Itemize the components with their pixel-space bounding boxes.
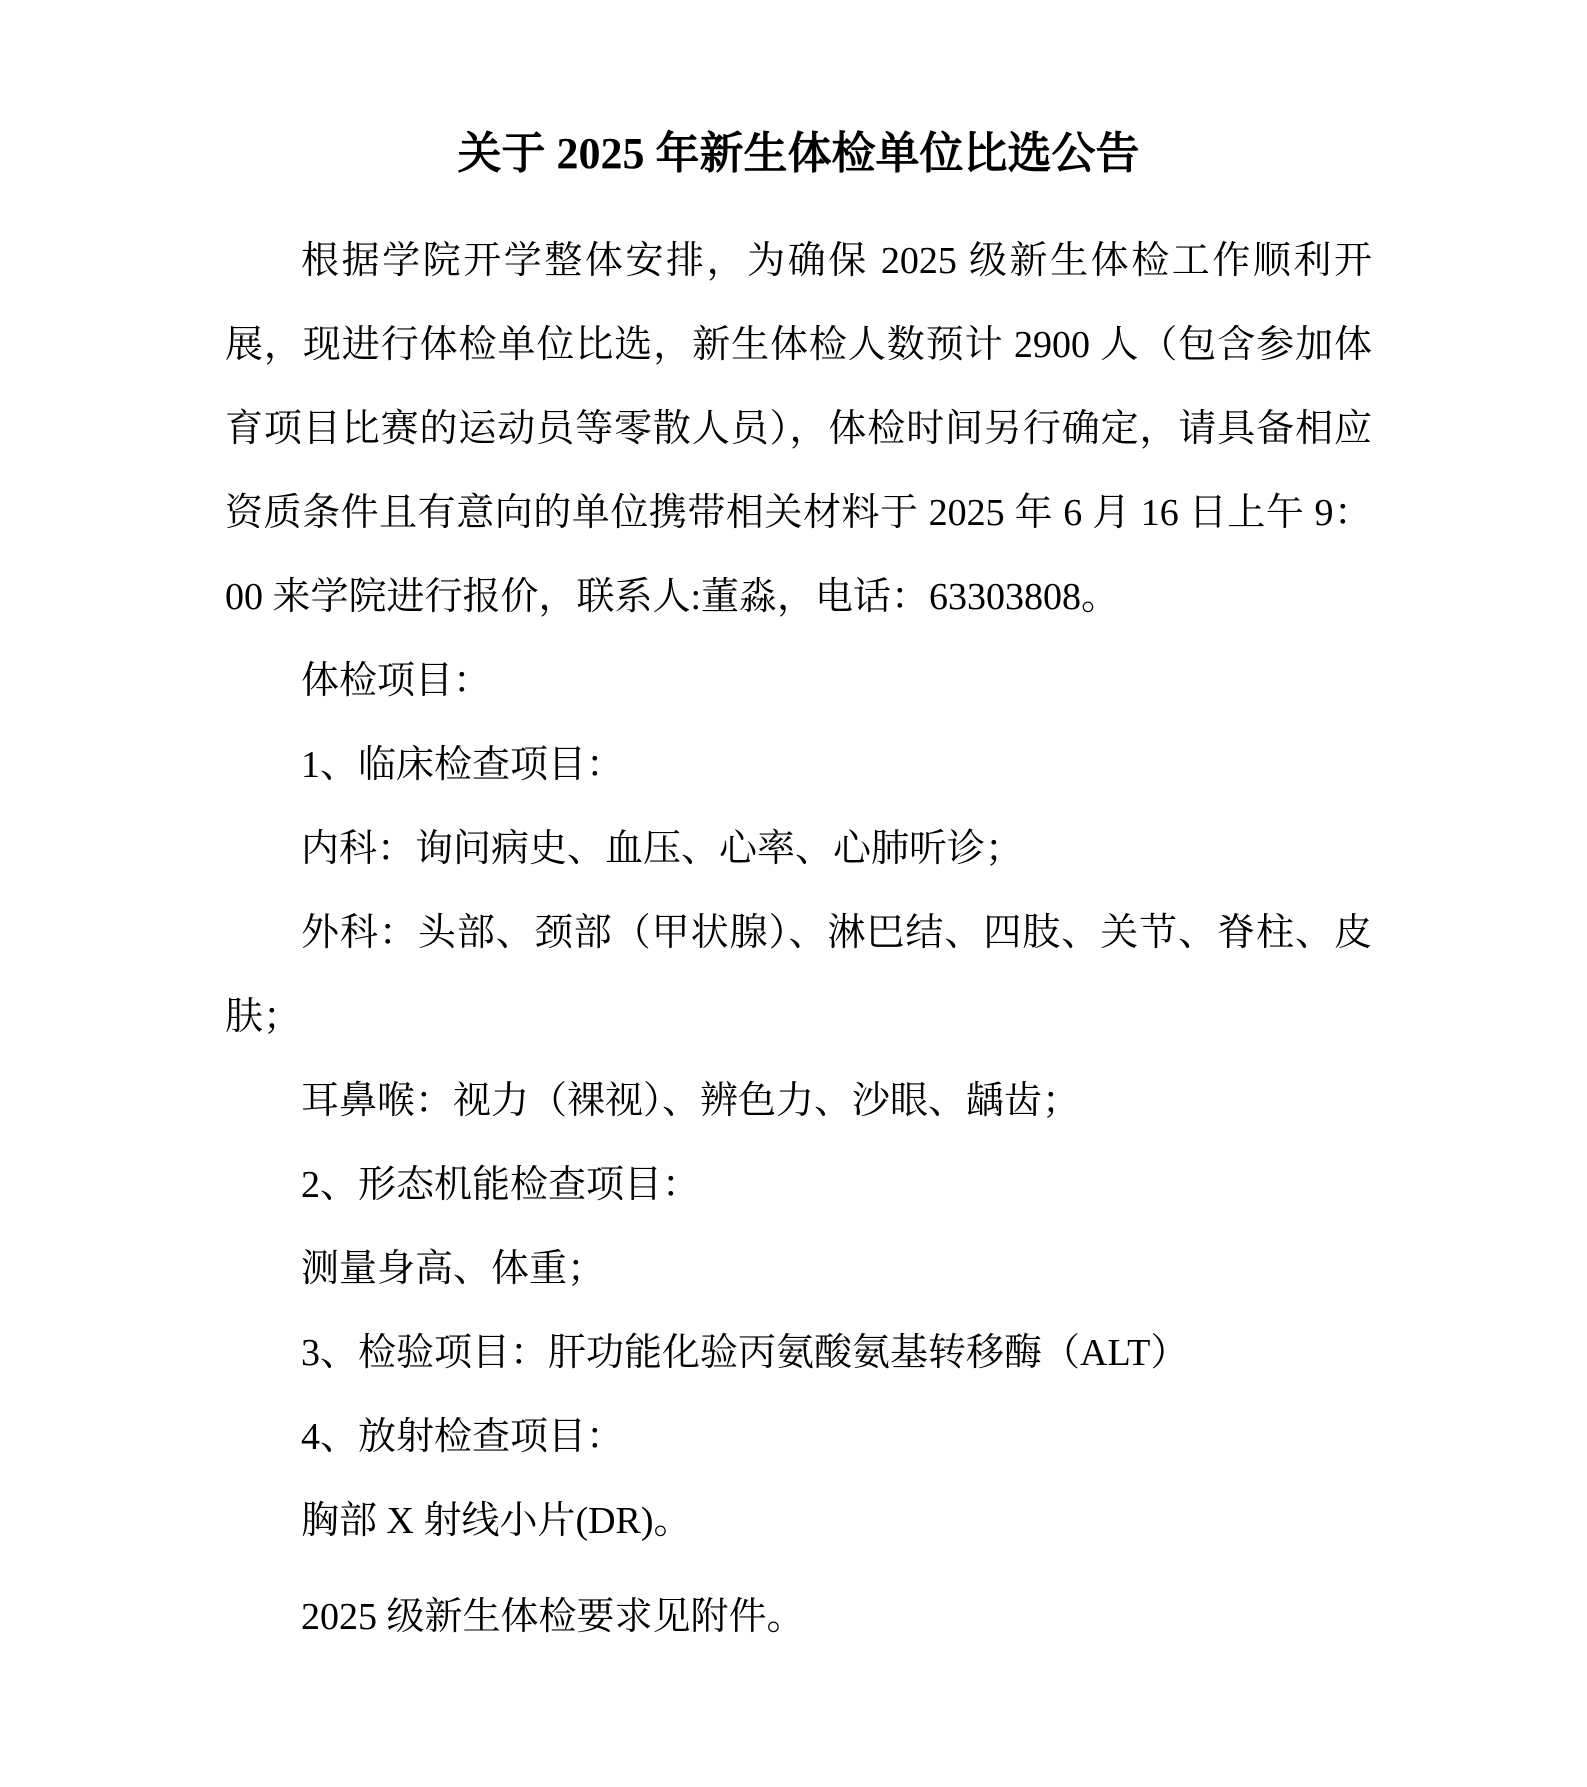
document-body: [225, 219, 1372, 1659]
paragraph-item-2-morphology: 2、形态机能检查项目：: [301, 1164, 701, 1206]
paragraph-chest-xray: 胸部 X 射线小片(DR)。: [301, 1500, 692, 1542]
paragraph-attachment-note: 2025 级新生体检要求见附件。: [301, 1596, 805, 1638]
paragraph-internal-medicine: 内科：询问病史、血压、心率、心肺听诊；: [301, 828, 1024, 870]
paragraph-height-weight: 测量身高、体重；: [301, 1248, 606, 1290]
paragraph-surgery: 外科：头部、颈部（甲状腺）、淋巴结、四肢、关节、脊柱、皮肤；: [225, 912, 1372, 1038]
paragraph-item-1-clinical: 1、临床检查项目：: [301, 744, 625, 786]
paragraph-intro: 根据学院开学整体安排，为确保 2025 级新生体检工作顺利开展，现进行体检单位比选，新生体检人数预计 2900 人（包含参加体育项目比赛的运动员等零散人员），体检时间另行确定，请具备相应资质条件且有意向的单位携带相关材料于 2025 年 6 月 16 日上午 9：00 来学院进行报价，联系人:董淼，电话：63303808。: [225, 240, 1372, 618]
paragraph-item-4-radiology: 4、放射检查项目：: [301, 1416, 625, 1458]
paragraph-item-3-lab: 3、检验项目：肝功能化验丙氨酸氨基转移酶（ALT）: [301, 1332, 1189, 1374]
document-title: 关于 2025 年新生体检单位比选公告: [457, 129, 1140, 178]
paragraph-exam-items-heading: 体检项目：: [301, 660, 492, 702]
paragraph-ent: 耳鼻喉：视力（裸视）、辨色力、沙眼、龋齿；: [301, 1080, 1081, 1122]
